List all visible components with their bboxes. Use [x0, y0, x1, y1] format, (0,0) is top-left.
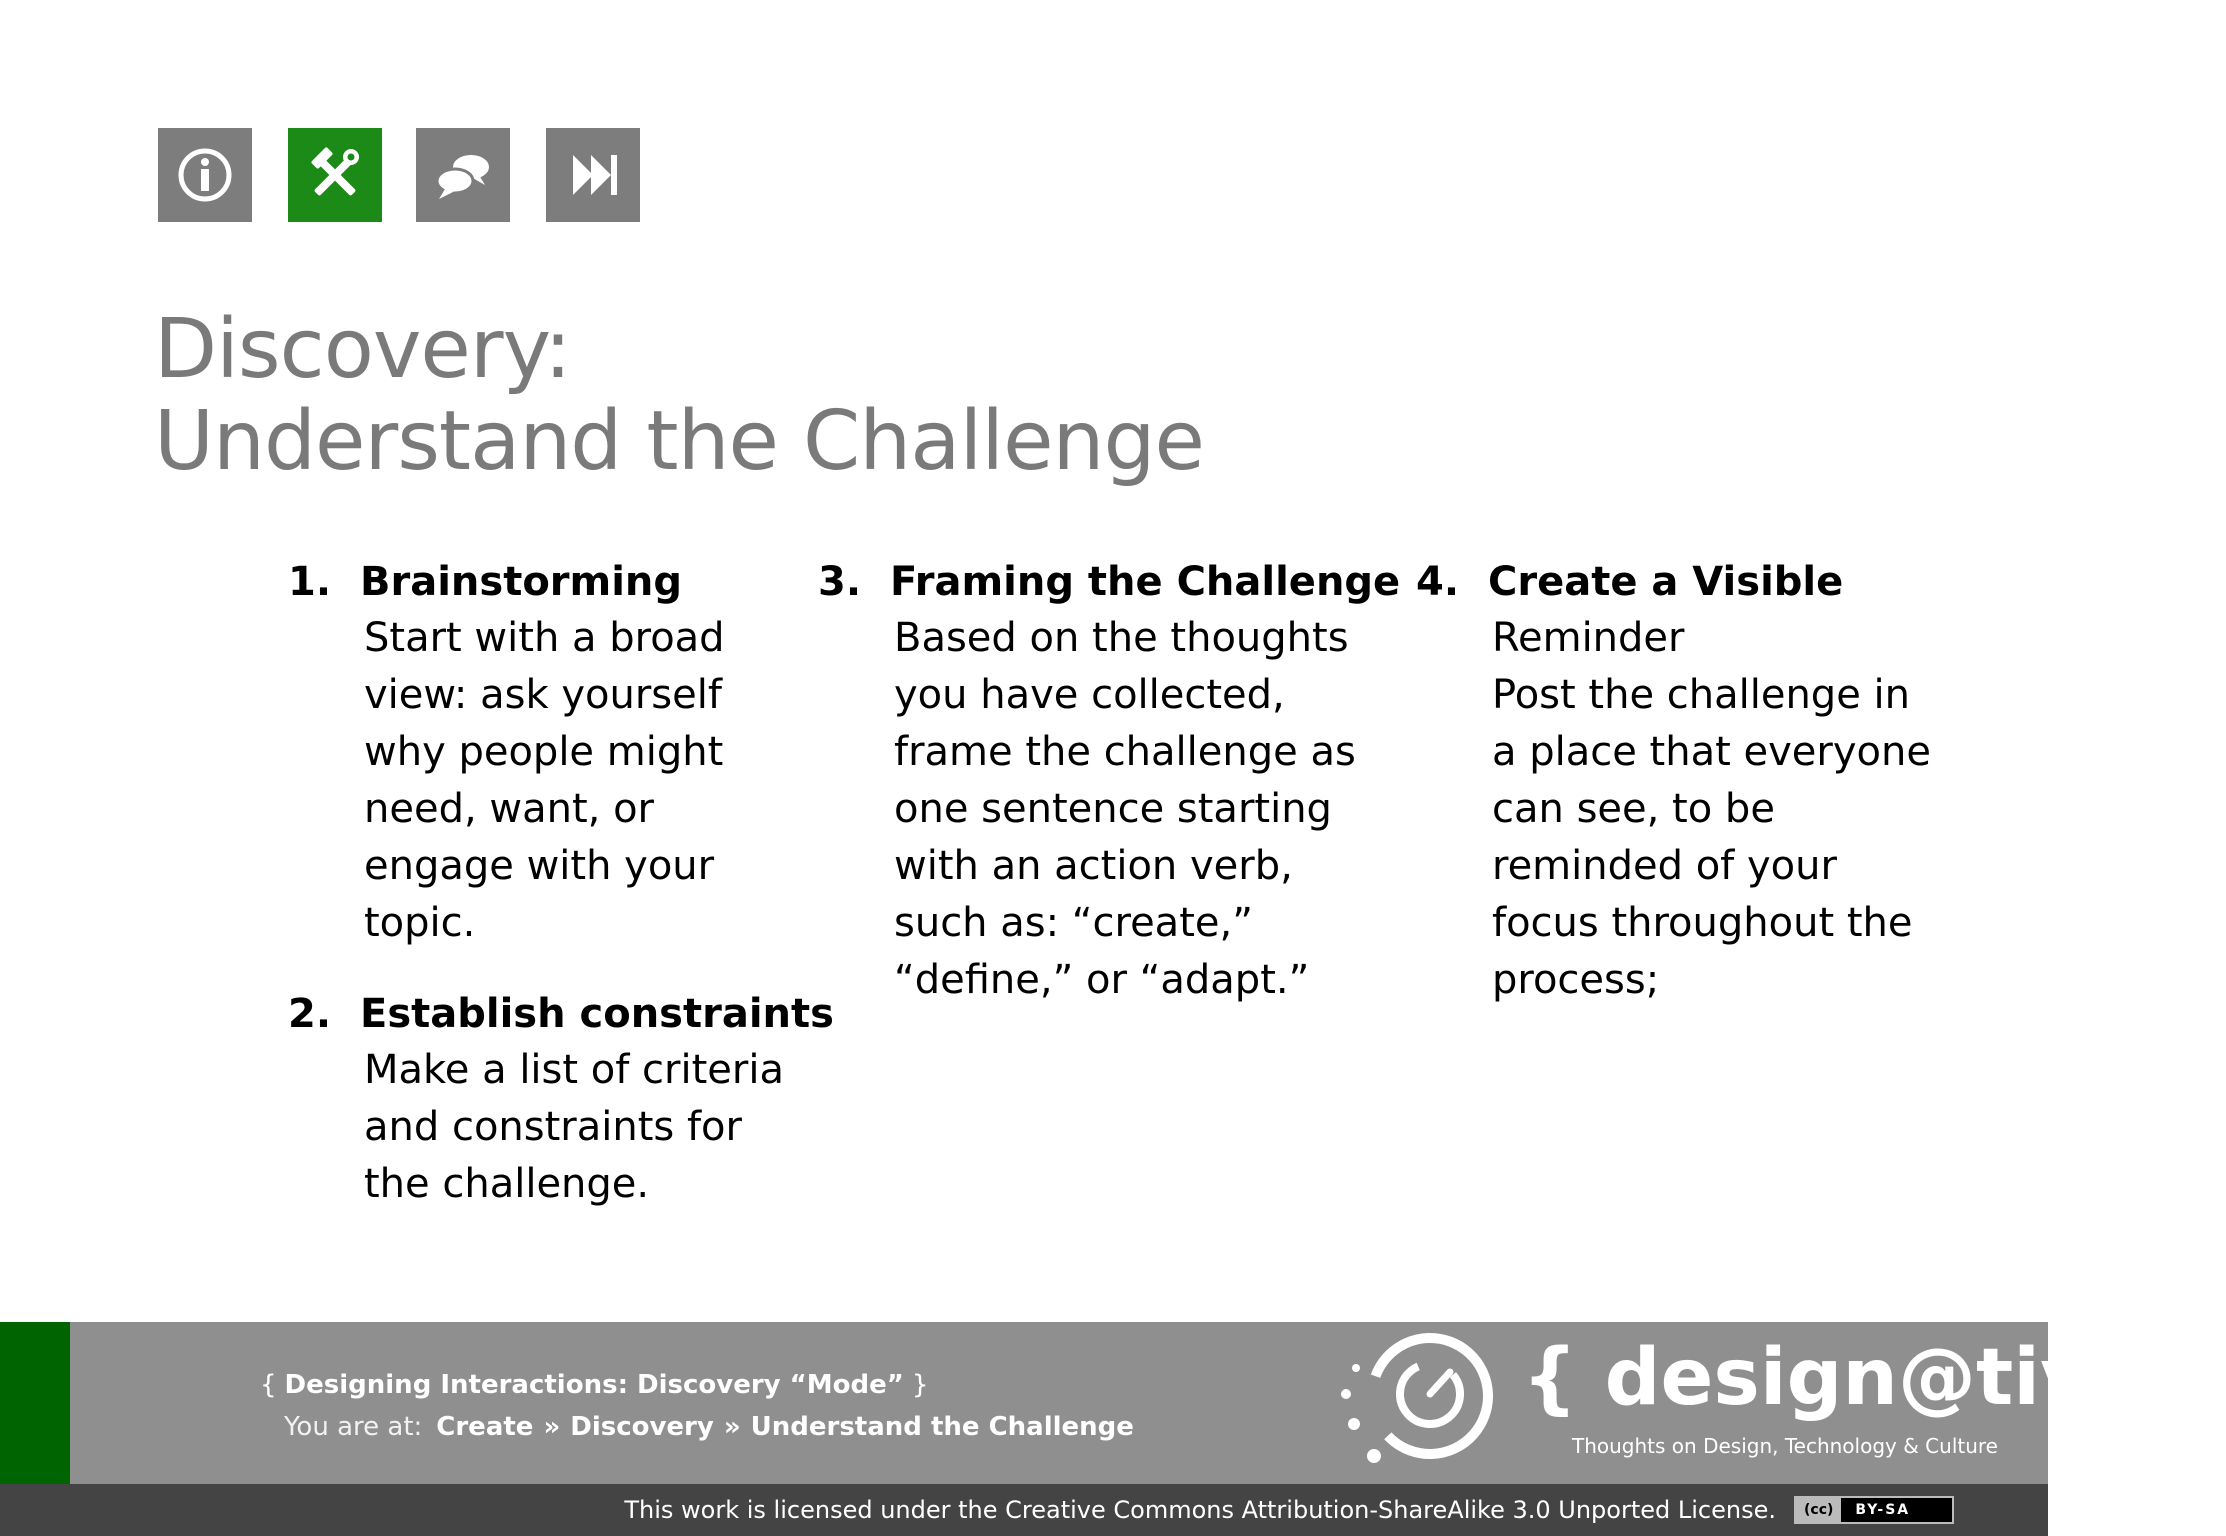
step-description — [288, 1042, 834, 1213]
course-title-text: Designing Interactions: Discovery “Mode” — [284, 1370, 904, 1400]
text-line: you have collected, — [894, 672, 1285, 718]
skip-forward-icon — [561, 143, 625, 207]
step-title: Create a Visible — [1488, 559, 1844, 605]
step-create-visible-reminder — [1416, 556, 1931, 1009]
tools-icon — [303, 143, 367, 207]
text-line: Make a list of criteria — [364, 1047, 784, 1093]
step-description — [288, 610, 725, 952]
text-line: Start with a broad — [364, 615, 725, 661]
step-brainstorming — [288, 556, 725, 952]
step-number: 3. — [818, 559, 862, 605]
breadcrumb-separator: » — [723, 1412, 741, 1442]
text-line: “define,” or “adapt.” — [894, 957, 1310, 1003]
breadcrumb-create[interactable]: Create — [436, 1412, 534, 1442]
step-number: 2. — [288, 991, 332, 1037]
text-line: why people might — [364, 729, 724, 775]
brace-open: { — [260, 1370, 277, 1400]
text-line: a place that everyone — [1492, 729, 1931, 775]
text-line: frame the challenge as — [894, 729, 1356, 775]
step-establish-constraints — [288, 988, 834, 1213]
step-description — [818, 610, 1400, 1009]
step-heading — [818, 556, 1400, 608]
text-line: and constraints for — [364, 1104, 742, 1150]
breadcrumb-label: You are at: — [284, 1412, 423, 1442]
step-title: Establish constraints — [360, 991, 834, 1037]
brand-tagline: Thoughts on Design, Technology & Culture — [1572, 1434, 1998, 1458]
text-line: Reminder — [1492, 615, 1685, 661]
discussion-icon — [431, 143, 495, 207]
cc-icon: (cc) — [1796, 1498, 1841, 1522]
license-text[interactable]: This work is licensed under the Creative Commons Attribution-ShareAlike 3.0 Unported License. — [624, 1496, 1776, 1524]
text-line: the challenge. — [364, 1161, 650, 1207]
step-description — [1416, 610, 1931, 1009]
step-number: 4. — [1416, 559, 1460, 605]
text-line: view: ask yourself — [364, 672, 722, 718]
brand-name: { design@tive } — [1522, 1333, 2226, 1423]
skip-forward-button[interactable] — [546, 128, 640, 222]
text-line: reminded of your — [1492, 843, 1837, 889]
breadcrumb-understand-the-challenge[interactable]: Understand the Challenge — [750, 1412, 1134, 1442]
by-sa-label: BY-SA — [1855, 1502, 1911, 1518]
text-line: Based on the thoughts — [894, 615, 1349, 661]
text-line: can see, to be — [1492, 786, 1775, 832]
step-title: Brainstorming — [360, 559, 683, 605]
text-line: one sentence starting — [894, 786, 1332, 832]
cc-license-badge[interactable] — [1794, 1496, 1954, 1524]
text-line: process; — [1492, 957, 1660, 1003]
tools-button[interactable] — [288, 128, 382, 222]
step-heading — [288, 556, 725, 608]
brace-close: } — [911, 1370, 929, 1400]
info-button[interactable] — [158, 128, 252, 222]
text-line: Post the challenge in — [1492, 672, 1910, 718]
text-line: topic. — [364, 900, 476, 946]
page-title — [154, 304, 1204, 488]
step-heading — [288, 988, 834, 1040]
breadcrumb — [284, 1412, 1134, 1442]
breadcrumb-discovery[interactable]: Discovery — [570, 1412, 714, 1442]
text-line: such as: “create,” — [894, 900, 1253, 946]
footer — [0, 1322, 2226, 1484]
course-title — [252, 1370, 936, 1400]
step-number: 1. — [288, 559, 332, 605]
text-line: with an action verb, — [894, 843, 1293, 889]
text-line: engage with your — [364, 843, 715, 889]
page-title-line-1: Discovery: — [154, 302, 571, 397]
discussion-button[interactable] — [416, 128, 510, 222]
step-title: Framing the Challenge — [890, 559, 1401, 605]
license-bar — [0, 1484, 2048, 1536]
step-framing-the-challenge — [818, 556, 1400, 1009]
page-title-line-2: Understand the Challenge — [154, 394, 1205, 489]
breadcrumb-separator: » — [543, 1412, 561, 1442]
step-heading — [1416, 556, 1931, 608]
text-line: need, want, or — [364, 786, 654, 832]
info-icon — [173, 143, 237, 207]
text-line: focus throughout the — [1492, 900, 1913, 946]
designative-logo-icon — [1330, 1330, 1510, 1470]
